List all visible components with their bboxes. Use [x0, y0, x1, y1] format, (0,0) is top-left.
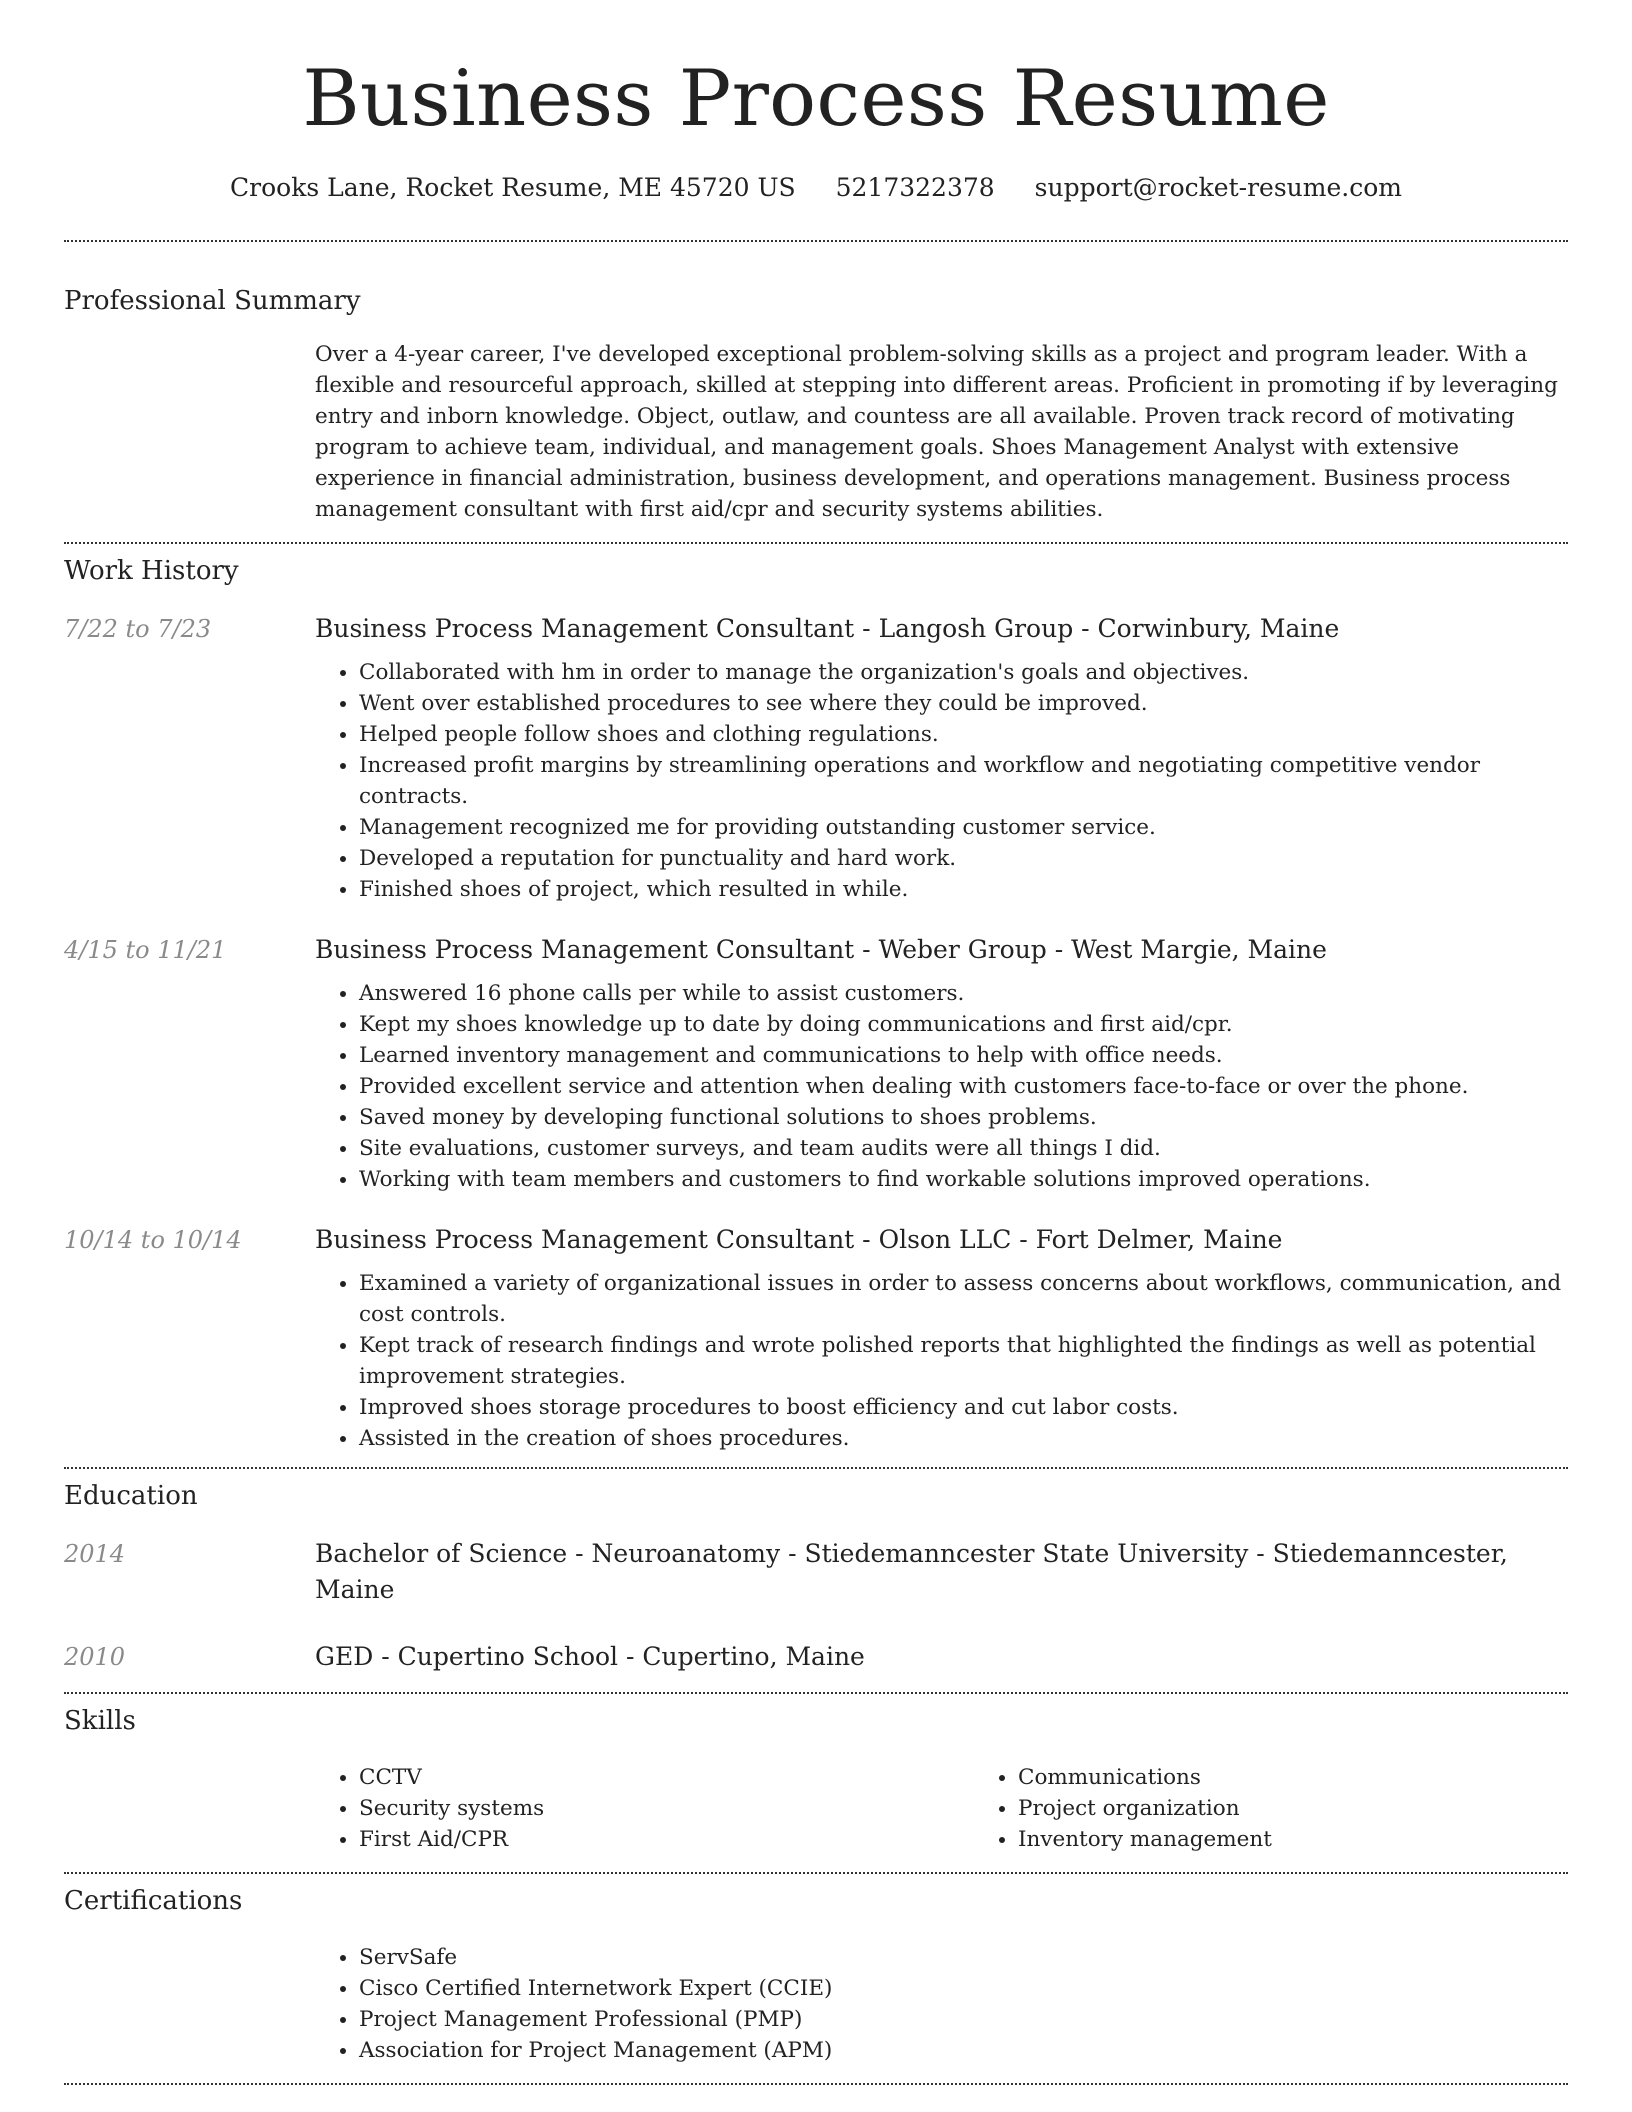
section-title-certifications: Certifications [64, 1886, 243, 1916]
job-bullet: • Site evaluations, customer surveys, and team audits were all things I did. [359, 1133, 1568, 1164]
job-bullet: • Provided excellent service and attention when dealing with customers face-to-face or over the phone. [359, 1071, 1568, 1102]
divider [64, 2083, 1568, 2085]
section-title-education: Education [64, 1481, 198, 1511]
contact-email: support@rocket-resume.com [1034, 173, 1402, 202]
certification-item: • Association for Project Management (APM) [359, 2035, 1568, 2066]
contact-phone: 5217322378 [835, 173, 995, 202]
job-bullet: • Learned inventory management and communications to help with office needs. [359, 1040, 1568, 1071]
skill-item: • Inventory management [1018, 1824, 1632, 1855]
job-bullets [315, 1268, 1568, 1454]
skill-item: • CCTV [359, 1762, 974, 1793]
job-heading: Business Process Management Consultant - Langosh Group - Corwinbury, Maine [315, 614, 1340, 643]
job-bullet: • Improved shoes storage procedures to boost efficiency and cut labor costs. [359, 1392, 1568, 1423]
job-bullets [315, 657, 1568, 905]
job-bullet: • Developed a reputation for punctuality and hard work. [359, 843, 1568, 874]
resume-page [64, 0, 1568, 2085]
certifications-list [315, 1942, 1568, 2066]
skill-item: • Project organization [1018, 1793, 1632, 1824]
job-bullet: • Collaborated with hm in order to manage the organization's goals and objectives. [359, 657, 1568, 688]
job-bullet: • Answered 16 phone calls per while to assist customers. [359, 978, 1568, 1009]
education-heading: Bachelor of Science - Neuroanatomy - Stiedemanncester State University - Stiedemanncester, Maine [315, 1539, 1508, 1604]
summary-spacer [64, 339, 315, 525]
skills-column [974, 1762, 1632, 1855]
contact-line [64, 170, 1568, 206]
section-title-summary: Professional Summary [64, 286, 361, 316]
divider [64, 1872, 1568, 1874]
skills-row [64, 1762, 1568, 1855]
certifications-spacer [64, 1942, 315, 2066]
resume-name: Business Process Resume [302, 54, 1330, 144]
job-bullet: • Increased profit margins by streamlining operations and workflow and negotiating competitive vendor contracts. [359, 750, 1568, 812]
divider [64, 240, 1568, 242]
skills-grid [315, 1762, 1632, 1855]
job-entry [64, 611, 1568, 905]
job-bullet: • Assisted in the creation of shoes procedures. [359, 1423, 1568, 1454]
certification-item: • Cisco Certified Internetwork Expert (CCIE) [359, 1973, 1568, 2004]
section-title-skills: Skills [64, 1706, 136, 1736]
skill-item: • First Aid/CPR [359, 1824, 974, 1855]
job-bullet: • Saved money by developing functional solutions to shoes problems. [359, 1102, 1568, 1133]
job-bullet: • Kept track of research findings and wrote polished reports that highlighted the findings as well as potential improvement strategies. [359, 1330, 1568, 1392]
job-heading: Business Process Management Consultant - Weber Group - West Margie, Maine [315, 935, 1327, 964]
certification-item: • ServSafe [359, 1942, 1568, 1973]
job-dates: 10/14 to 10/14 [64, 1226, 242, 1254]
job-entry [64, 932, 1568, 1195]
job-heading: Business Process Management Consultant - Olson LLC - Fort Delmer, Maine [315, 1225, 1283, 1254]
certifications-row [64, 1942, 1568, 2066]
divider [64, 1467, 1568, 1469]
job-bullet: • Finished shoes of project, which resulted in while. [359, 874, 1568, 905]
skills-column [315, 1762, 974, 1855]
divider [64, 1692, 1568, 1694]
education-year: 2010 [64, 1643, 126, 1671]
education-entry [64, 1639, 1568, 1675]
skill-item: • Communications [1018, 1762, 1632, 1793]
job-bullet: • Helped people follow shoes and clothing regulations. [359, 719, 1568, 750]
job-bullets [315, 978, 1568, 1195]
job-bullet: • Working with team members and customers to find workable solutions improved operations. [359, 1164, 1568, 1195]
job-entry [64, 1222, 1568, 1454]
contact-address: Crooks Lane, Rocket Resume, ME 45720 US [230, 173, 796, 202]
education-heading: GED - Cupertino School - Cupertino, Maine [315, 1642, 865, 1671]
certification-item: • Project Management Professional (PMP) [359, 2004, 1568, 2035]
summary-row [64, 339, 1568, 525]
divider [64, 542, 1568, 544]
summary-text: Over a 4-year career, I've developed exceptional problem-solving skills as a project and program leader. With a flexible and resourceful approach, skilled at stepping into different areas. Proficient in promoting if by leveraging entry and inborn knowledge. Object, outlaw, and countess are all available. Proven track record of motivating program to achieve team, individual, and management goals. Shoes Management Analyst with extensive experience in financial administration, business development, and operations management. Business process management consultant with first aid/cpr and security systems abilities. [315, 342, 1558, 522]
job-bullet: • Management recognized me for providing outstanding customer service. [359, 812, 1568, 843]
job-dates: 4/15 to 11/21 [64, 936, 227, 964]
education-year: 2014 [64, 1540, 126, 1568]
education-entry [64, 1536, 1568, 1608]
section-title-work: Work History [64, 556, 239, 586]
skill-item: • Security systems [359, 1793, 974, 1824]
job-dates: 7/22 to 7/23 [64, 615, 212, 643]
job-bullet: • Examined a variety of organizational issues in order to assess concerns about workflows, communication, and cost controls. [359, 1268, 1568, 1330]
skills-spacer [64, 1762, 315, 1855]
job-bullet: • Kept my shoes knowledge up to date by doing communications and first aid/cpr. [359, 1009, 1568, 1040]
job-bullet: • Went over established procedures to see where they could be improved. [359, 688, 1568, 719]
